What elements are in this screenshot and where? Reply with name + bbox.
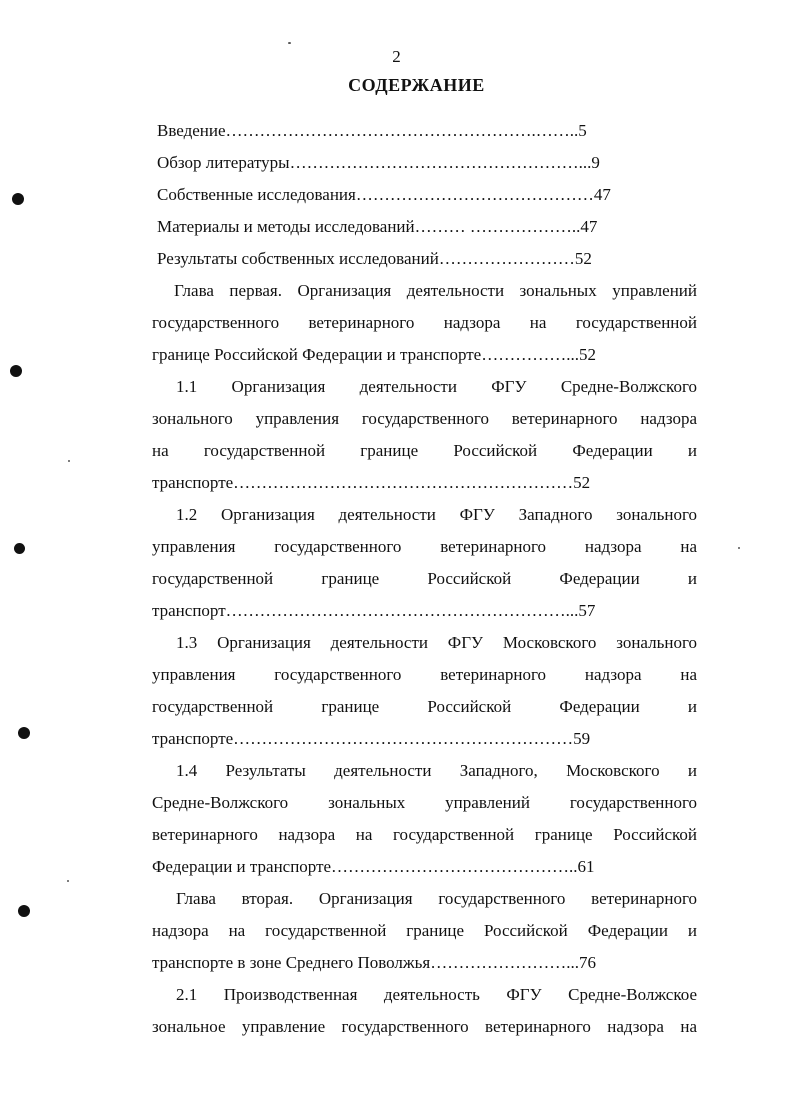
toc-section-1-4-line-3: ветеринарного надзора на государственной границе Российской — [152, 825, 697, 844]
scan-speck — [67, 880, 69, 882]
toc-section-1-4-line-4: Федерации и транспорте……………………………………..61 — [152, 857, 595, 876]
toc-section-1-1-line-2: зонального управления государственного ветеринарного надзора — [152, 409, 697, 428]
binder-hole-mark — [10, 365, 22, 377]
toc-chapter-2-line-3: транспорте в зоне Среднего Поволжья……………………...76 — [152, 953, 596, 972]
toc-section-1-4-line-1: 1.4 Результаты деятельности Западного, Московского и — [176, 761, 697, 780]
binder-hole-mark — [12, 193, 24, 205]
toc-section-1-2-line-3: государственной границе Российской Федерации и — [152, 569, 697, 588]
toc-section-1-3-line-1: 1.3 Организация деятельности ФГУ Московского зонального — [176, 633, 697, 652]
toc-section-1-4-line-2: Средне-Волжского зональных управлений государственного — [152, 793, 697, 812]
toc-entry-literature-review: Обзор литературы……………………………………………...9 — [157, 153, 600, 172]
toc-chapter-1-line-3: границе Российской Федерации и транспорте……………...52 — [152, 345, 596, 364]
toc-section-2-1-line-1: 2.1 Производственная деятельность ФГУ Средне-Волжское — [176, 985, 697, 1004]
toc-chapter-1-line-2: государственного ветеринарного надзора на государственной — [152, 313, 697, 332]
scan-speck — [288, 42, 291, 44]
toc-section-1-3-line-4: транспорте……………………………………………………59 — [152, 729, 591, 748]
toc-entry-results: Результаты собственных исследований……………………52 — [157, 249, 592, 268]
toc-section-1-3-line-2: управления государственного ветеринарного надзора на — [152, 665, 697, 684]
binder-hole-mark — [14, 543, 25, 554]
scan-speck — [68, 460, 70, 462]
toc-section-1-3-line-3: государственной границе Российской Федерации и — [152, 697, 697, 716]
page-title: СОДЕРЖАНИЕ — [348, 75, 485, 95]
binder-hole-mark — [18, 905, 30, 917]
toc-section-2-1-line-2: зональное управление государственного ветеринарного надзора на — [152, 1017, 697, 1036]
toc-section-1-2-line-2: управления государственного ветеринарного надзора на — [152, 537, 697, 556]
toc-section-1-1-line-4: транспорте……………………………………………………52 — [152, 473, 591, 492]
toc-chapter-1-line-1: Глава первая. Организация деятельности зональных управлений — [174, 281, 697, 300]
toc-section-1-1-line-3: на государственной границе Российской Федерации и — [152, 441, 697, 460]
toc-section-1-2-line-1: 1.2 Организация деятельности ФГУ Западного зонального — [176, 505, 697, 524]
toc-section-1-2-line-4: транспорт……………………………………………………...57 — [152, 601, 596, 620]
toc-chapter-2-line-2: надзора на государственной границе Российской Федерации и — [152, 921, 697, 940]
scan-speck — [738, 547, 740, 549]
binder-hole-mark — [18, 727, 30, 739]
toc-entry-own-research: Собственные исследования……………………………………47 — [157, 185, 611, 204]
toc-entry-introduction: Введение……………………………………………….……..5 — [157, 121, 587, 140]
page-number: 2 — [392, 47, 401, 66]
toc-entry-materials-methods: Материалы и методы исследований……… ………………..47 — [157, 217, 598, 236]
toc-chapter-2-line-1: Глава вторая. Организация государственного ветеринарного — [176, 889, 697, 908]
toc-section-1-1-line-1: 1.1 Организация деятельности ФГУ Средне-Волжского — [176, 377, 697, 396]
